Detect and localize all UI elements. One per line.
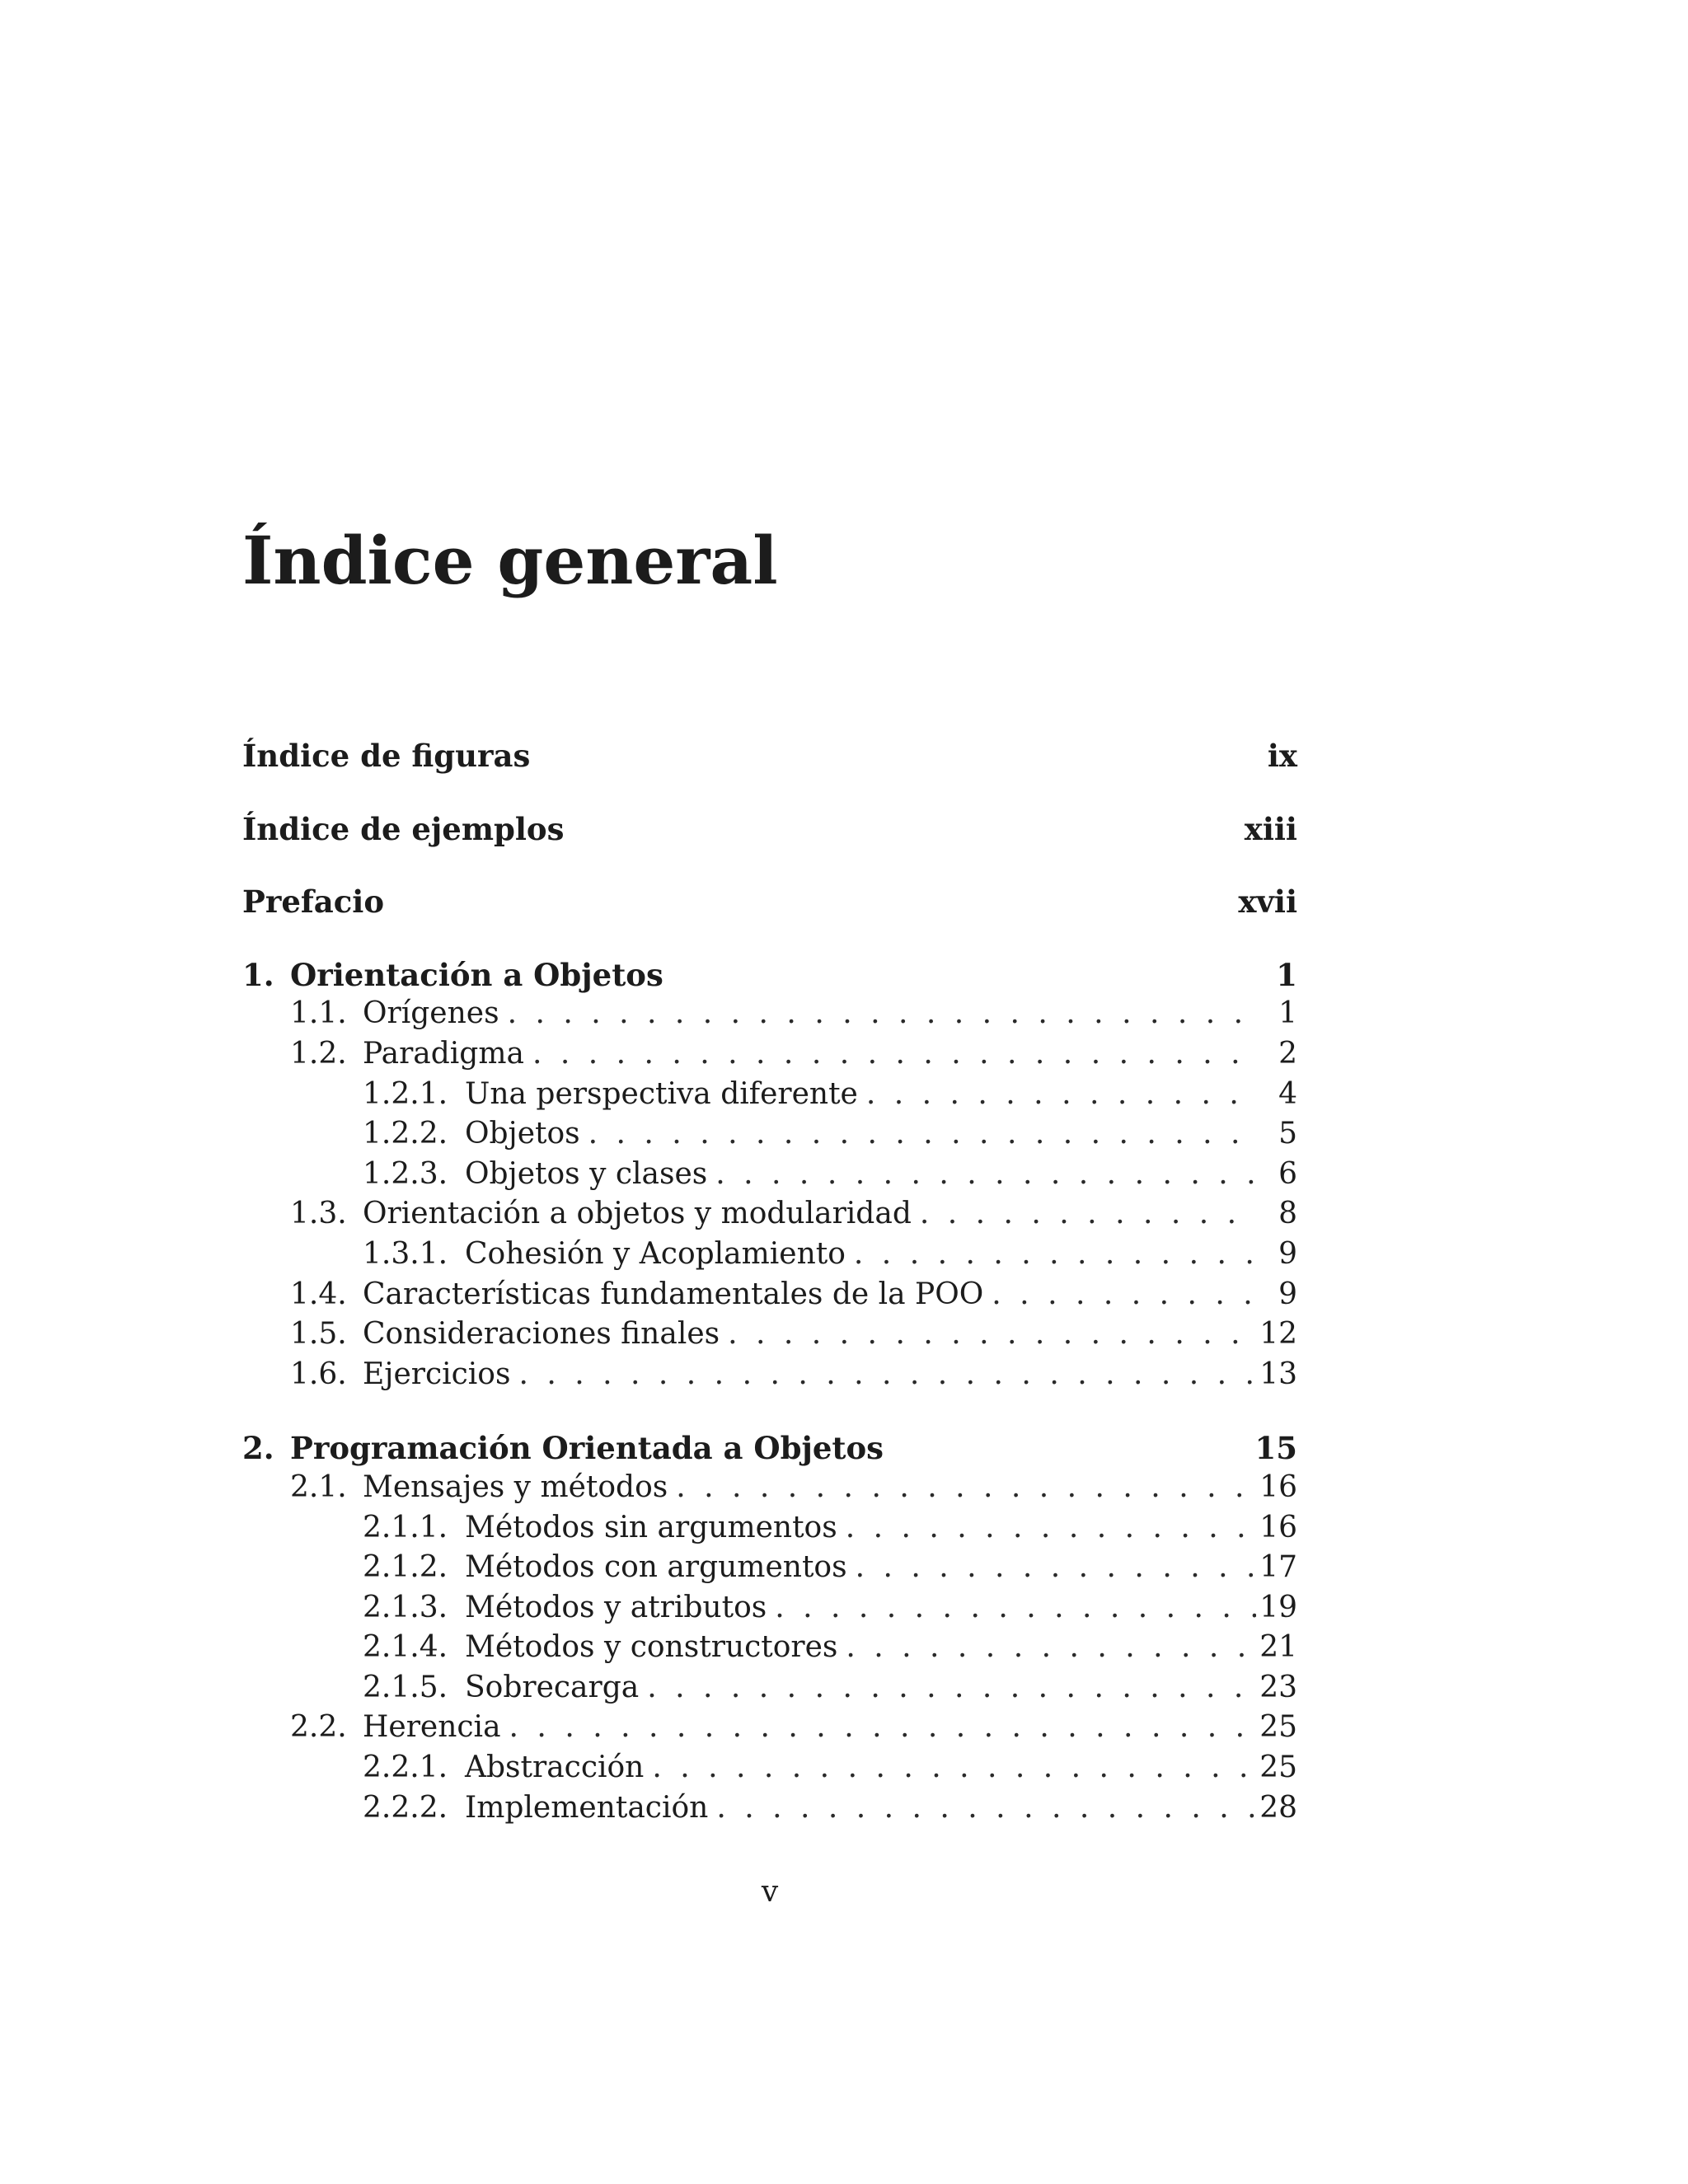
toc-subsection[interactable]: [242, 1117, 1297, 1157]
toc-section-number: 1.5.: [290, 1317, 347, 1352]
toc-entry-title: Índice de figuras: [242, 738, 531, 774]
toc-entry-title: Prefacio: [242, 883, 385, 921]
toc-subsection-page: 17: [1259, 1550, 1297, 1585]
page-title: Índice general: [242, 522, 778, 599]
toc-subsection-title: Objetos y clases: [465, 1156, 708, 1191]
toc-section-page: 13: [1259, 1357, 1297, 1391]
toc-subsection-page: 21: [1259, 1630, 1297, 1665]
toc-subsection-page: 5: [1278, 1117, 1297, 1151]
toc-subsection-number: 2.1.5.: [363, 1670, 448, 1704]
toc-chapter-title: Orientación a Objetos: [290, 956, 663, 993]
dot-leader: [509, 1710, 1256, 1744]
dot-leader: [992, 1277, 1256, 1311]
toc-subsection-page: 28: [1259, 1790, 1297, 1825]
table-of-contents: [242, 738, 1297, 1830]
dot-leader: [588, 1117, 1256, 1151]
dot-leader: [652, 1750, 1256, 1784]
toc-section-title: Orientación a objetos y modularidad: [363, 1197, 912, 1231]
toc-subsection-number: 2.1.4.: [363, 1630, 448, 1665]
dot-leader: [920, 1197, 1256, 1230]
toc-subsection-page: 19: [1259, 1590, 1297, 1624]
toc-subsection[interactable]: [242, 1750, 1297, 1791]
toc-section[interactable]: [242, 1710, 1297, 1750]
toc-section-title: Consideraciones finales: [363, 1317, 720, 1352]
toc-section-page: 2: [1278, 1036, 1297, 1071]
toc-subsection-title: Métodos con argumentos: [465, 1550, 847, 1585]
dot-leader: [715, 1157, 1256, 1191]
toc-section-number: 2.2.: [290, 1710, 347, 1745]
toc-section-page: 25: [1259, 1710, 1297, 1745]
toc-section-number: 1.2.: [290, 1036, 347, 1071]
toc-subsection-title: Sobrecarga: [465, 1670, 640, 1704]
toc-subsection-title: Abstracción: [465, 1750, 645, 1785]
toc-subsection-number: 2.2.2.: [363, 1790, 448, 1825]
toc-chapter-number: 1.: [242, 956, 274, 993]
toc-subsection-number: 2.1.2.: [363, 1550, 448, 1585]
toc-subsection-number: 1.2.2.: [363, 1117, 448, 1151]
toc-section-page: 1: [1278, 996, 1297, 1031]
toc-subsection-number: 1.3.1.: [363, 1236, 448, 1271]
toc-subsection-title: Métodos sin argumentos: [465, 1510, 837, 1544]
toc-subsection-number: 1.2.1.: [363, 1076, 448, 1111]
toc-subsection[interactable]: [242, 1630, 1297, 1671]
dot-leader: [532, 1037, 1256, 1071]
toc-subsection[interactable]: [242, 1237, 1297, 1277]
dot-leader: [647, 1671, 1256, 1704]
toc-section-page: 12: [1259, 1317, 1297, 1352]
toc-subsection-title: Cohesión y Acoplamiento: [465, 1236, 846, 1271]
toc-entry-examples[interactable]: [242, 811, 1297, 851]
toc-section-title: Ejercicios: [363, 1357, 511, 1391]
toc-subsection-page: 16: [1259, 1510, 1297, 1544]
toc-chapter-number: 2.: [242, 1430, 274, 1467]
toc-subsection[interactable]: [242, 1671, 1297, 1711]
dot-leader: [716, 1791, 1256, 1825]
dot-leader: [856, 1550, 1256, 1584]
toc-entry-preface[interactable]: [242, 883, 1297, 924]
toc-subsection-page: 4: [1278, 1076, 1297, 1111]
toc-subsection-title: Métodos y constructores: [465, 1630, 838, 1665]
toc-section[interactable]: [242, 1197, 1297, 1237]
toc-section[interactable]: [242, 1277, 1297, 1318]
toc-entry-page: xvii: [1238, 883, 1297, 921]
toc-section[interactable]: [242, 1470, 1297, 1511]
toc-section-page: 9: [1278, 1277, 1297, 1311]
toc-section[interactable]: [242, 1037, 1297, 1077]
toc-subsection-number: 2.2.1.: [363, 1750, 448, 1785]
toc-subsection[interactable]: [242, 1157, 1297, 1197]
toc-subsection-number: 1.2.3.: [363, 1156, 448, 1191]
toc-entry-title: Índice de ejemplos: [242, 810, 565, 847]
toc-section-number: 1.3.: [290, 1197, 347, 1231]
toc-section-title: Mensajes y métodos: [363, 1469, 668, 1504]
toc-subsection-page: 23: [1259, 1670, 1297, 1704]
toc-section-number: 1.1.: [290, 996, 347, 1031]
toc-chapter-title: Programación Orientada a Objetos: [290, 1430, 884, 1467]
toc-subsection-title: Una perspectiva diferente: [465, 1076, 858, 1111]
toc-section-title: Orígenes: [363, 996, 499, 1031]
dot-leader: [676, 1470, 1256, 1504]
page-number: v: [761, 1875, 779, 1909]
toc-entry-page: xiii: [1244, 810, 1297, 847]
toc-subsection-page: 9: [1278, 1236, 1297, 1271]
toc-chapter-2[interactable]: [242, 1430, 1297, 1470]
toc-subsection[interactable]: [242, 1550, 1297, 1591]
toc-section-number: 1.6.: [290, 1357, 347, 1391]
toc-section-title: Paradigma: [363, 1036, 524, 1071]
toc-section[interactable]: [242, 1357, 1297, 1398]
toc-subsection-title: Implementación: [465, 1790, 709, 1825]
toc-subsection-page: 25: [1259, 1750, 1297, 1785]
dot-leader: [775, 1591, 1256, 1624]
toc-section-title: Herencia: [363, 1710, 501, 1745]
dot-leader: [854, 1237, 1256, 1271]
toc-subsection-title: Objetos: [465, 1117, 580, 1151]
toc-entry-figures[interactable]: [242, 738, 1297, 778]
toc-section[interactable]: [242, 1317, 1297, 1357]
toc-section-number: 2.1.: [290, 1469, 347, 1504]
toc-subsection[interactable]: [242, 1591, 1297, 1631]
toc-subsection-page: 6: [1278, 1156, 1297, 1191]
toc-section[interactable]: [242, 996, 1297, 1037]
toc-section-page: 16: [1259, 1469, 1297, 1504]
dot-leader: [518, 1357, 1256, 1391]
toc-entry-page: ix: [1267, 738, 1297, 774]
toc-chapter-page: 15: [1254, 1430, 1297, 1467]
dot-leader: [846, 1630, 1256, 1664]
toc-section-title: Características fundamentales de la POO: [363, 1277, 984, 1311]
toc-section-page: 8: [1278, 1197, 1297, 1231]
dot-leader: [846, 1511, 1256, 1544]
dot-leader: [866, 1077, 1256, 1111]
toc-subsection[interactable]: [242, 1077, 1297, 1118]
toc-subsection-number: 2.1.1.: [363, 1510, 448, 1544]
toc-chapter-1[interactable]: [242, 957, 1297, 997]
toc-section-number: 1.4.: [290, 1277, 347, 1311]
dot-leader: [508, 996, 1256, 1030]
toc-subsection[interactable]: [242, 1791, 1297, 1831]
toc-subsection[interactable]: [242, 1511, 1297, 1551]
toc-chapter-page: 1: [1276, 956, 1297, 993]
toc-subsection-number: 2.1.3.: [363, 1590, 448, 1624]
toc-subsection-title: Métodos y atributos: [465, 1590, 767, 1624]
dot-leader: [728, 1317, 1256, 1351]
